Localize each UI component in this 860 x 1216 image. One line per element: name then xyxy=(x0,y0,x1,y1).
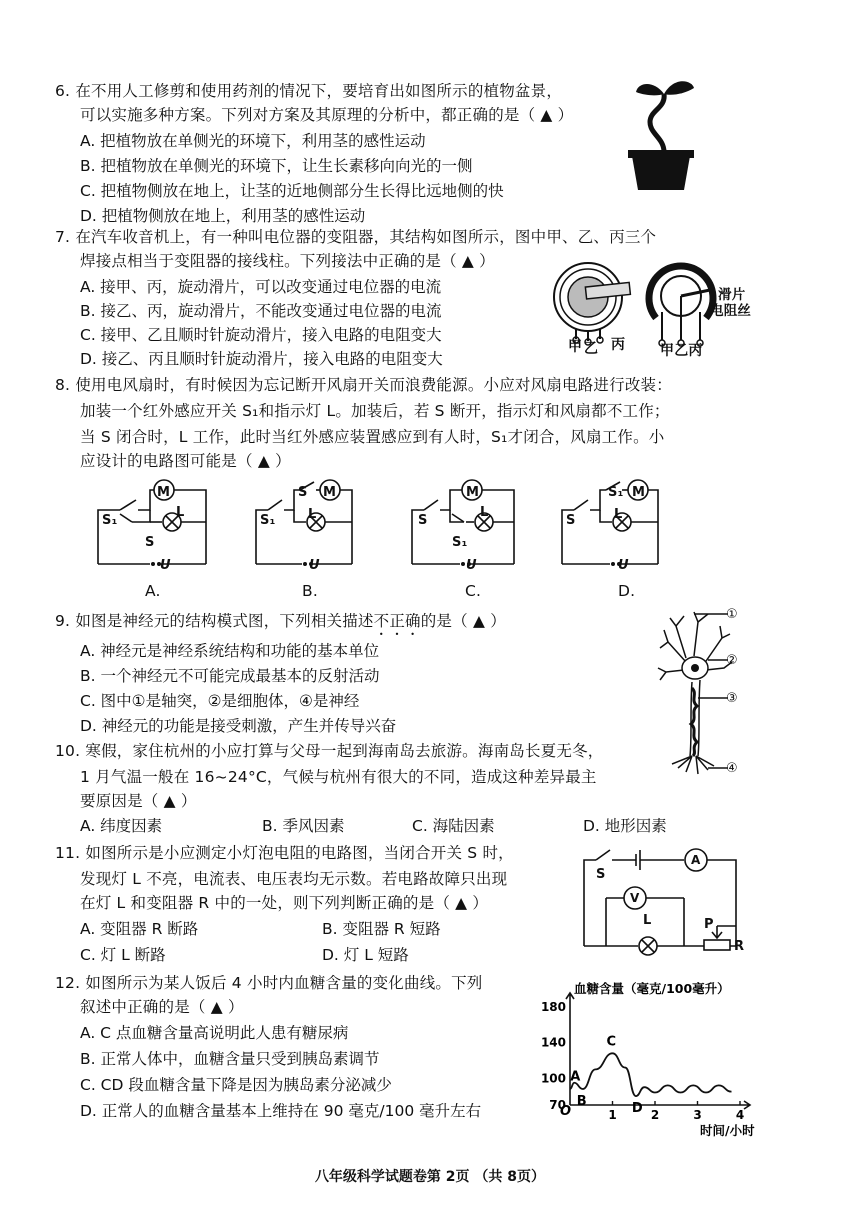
q7-left-label-yi: 乙 xyxy=(584,341,599,357)
q11-switch-label: S xyxy=(596,867,606,882)
circuit-c-left-switch-label: S xyxy=(418,513,428,528)
q7-stem-line2: 焊接点相当于变阻器的接线柱。下列接法中正确的是（ ▲ ） xyxy=(80,252,495,270)
circuit-a-motor-label: M xyxy=(157,485,171,500)
q6-option-d[interactable]: D. 把植物侧放在地上，利用茎的感性运动 xyxy=(80,207,366,225)
circuit-a-mid-switch-label: S xyxy=(145,535,155,550)
circuit-d-motor-label: M xyxy=(632,485,646,500)
q10-option-a[interactable]: A. 纬度因素 xyxy=(80,817,163,835)
q11-stem-line1: 11. 如图所示是小应测定小灯泡电阻的电路图，当闭合开关 S 时， xyxy=(55,844,514,862)
potted-plant-figure xyxy=(620,72,700,196)
circuit-c-caption[interactable]: C. xyxy=(465,582,482,600)
q9-stem-part3: 的是（ ▲ ） xyxy=(420,612,506,630)
q7-left-label-jia: 甲 xyxy=(568,339,583,355)
blood-glucose-chart xyxy=(530,975,770,1145)
chart-x-tick-label: 1 xyxy=(608,1108,617,1122)
q12-option-b[interactable]: B. 正常人体中，血糖含量只受到胰岛素调节 xyxy=(80,1050,380,1068)
q7-stem-line1: 7. 在汽车收音机上，有一种叫电位器的变阻器，其结构如图所示，图中甲、乙、丙三个 xyxy=(55,228,657,246)
circuit-a-voltage-label: U xyxy=(160,558,171,573)
q9-option-b[interactable]: B. 一个神经元不可能完成最基本的反射活动 xyxy=(80,667,380,685)
circuit-a-left-switch-label: S₁ xyxy=(102,513,118,528)
circuit-c-lamp-label: L xyxy=(480,505,489,520)
chart-x-tick-label: 4 xyxy=(735,1108,745,1122)
q8-stem-line4: 应设计的电路图可能是（ ▲ ） xyxy=(80,452,291,470)
q11-stem-line2: 发现灯 L 不亮，电流表、电压表均无示数。若电路故障只出现 xyxy=(80,870,508,888)
q9-stem xyxy=(55,610,506,639)
q10-option-c[interactable]: C. 海陆因素 xyxy=(412,817,495,835)
q9-stem-emphasis: 不正确 xyxy=(373,612,421,630)
neuron-marker-3: ③ xyxy=(726,691,738,706)
chart-point-label-a: A xyxy=(570,1069,581,1085)
q7-left-label-bing: 丙 xyxy=(611,337,626,353)
neuron-marker-4: ④ xyxy=(726,761,738,776)
circuit-d-top-switch-label: S₁ xyxy=(608,485,624,500)
circuit-d-voltage-label: U xyxy=(618,558,629,573)
q10-stem-line3: 要原因是（ ▲ ） xyxy=(80,792,197,810)
neuron-marker-1: ① xyxy=(726,607,738,622)
chart-y-axis-label: 血糖含量（毫克/100毫升） xyxy=(574,981,730,996)
q12-option-a[interactable]: A. C 点血糖含量高说明此人患有糖尿病 xyxy=(80,1024,349,1042)
circuit-d-caption[interactable]: D. xyxy=(618,582,636,600)
chart-x-axis-label: 时间/小时 xyxy=(700,1123,755,1138)
q11-voltmeter-label: V xyxy=(630,891,640,905)
circuit-a-caption[interactable]: A. xyxy=(145,582,161,600)
q6-option-b[interactable]: B. 把植物放在单侧光的环境下，让生长素移向向光的一侧 xyxy=(80,157,473,175)
chart-point-label-b: B xyxy=(576,1093,587,1109)
q7-slider-label: 滑片 xyxy=(718,287,746,303)
q11-circuit-figure xyxy=(576,846,756,956)
q7-right-labels: 甲乙丙 xyxy=(660,343,703,359)
chart-point-label-d: D xyxy=(631,1101,643,1117)
q8-stem-line2: 加装一个红外感应开关 S₁和指示灯 L。加装后，若 S 断开，指示灯和风扇都不工作； xyxy=(80,402,670,420)
q10-option-d[interactable]: D. 地形因素 xyxy=(583,817,667,835)
q9-stem-part1: 9. 如图是神经元的结构模式图，下列相关描述 xyxy=(55,612,374,630)
chart-y-tick-label: 100 xyxy=(540,1071,566,1086)
circuit-c-motor-label: M xyxy=(466,485,480,500)
chart-x-tick-label: 2 xyxy=(650,1108,660,1122)
q12-stem-line1: 12. 如图所示为某人饭后 4 小时内血糖含量的变化曲线。下列 xyxy=(55,974,483,992)
blood-glucose-series-line xyxy=(570,1053,732,1096)
q11-option-b[interactable]: B. 变阻器 R 短路 xyxy=(322,920,441,938)
q11-ammeter-label: A xyxy=(691,853,701,867)
circuit-d-left-switch-label: S xyxy=(566,513,576,528)
circuit-b-motor-label: M xyxy=(323,485,337,500)
q8-stem-line3: 当 S 闭合时，L 工作，此时当红外感应装置感应到有人时，S₁才闭合，风扇工作。小 xyxy=(80,428,665,446)
q11-stem-line3: 在灯 L 和变阻器 R 中的一处，则下列判断正确的是（ ▲ ） xyxy=(80,894,489,912)
q12-option-d[interactable]: D. 正常人的血糖含量基本上维持在 90 毫克/100 毫升左右 xyxy=(80,1102,482,1120)
chart-point-label-c: C xyxy=(606,1034,617,1050)
circuit-a-lamp-label: L xyxy=(176,505,185,520)
chart-x-tick-label: 3 xyxy=(693,1108,702,1122)
chart-x-axis xyxy=(570,1101,750,1109)
q11-rheostat-label: R xyxy=(734,939,745,954)
q7-option-c[interactable]: C. 接甲、乙且顺时针旋动滑片，接入电路的电阻变大 xyxy=(80,326,442,344)
chart-y-tick-label: 180 xyxy=(540,1000,566,1014)
chart-y-tick-label: 70 xyxy=(549,1098,566,1112)
q11-option-d[interactable]: D. 灯 L 短路 xyxy=(322,946,409,964)
q7-wire-label: 电阻丝 xyxy=(710,303,752,319)
circuit-b-left-switch-label: S₁ xyxy=(260,513,276,528)
q9-option-c[interactable]: C. 图中①是轴突，②是细胞体，④是神经 xyxy=(80,692,360,710)
neuron-marker-2: ② xyxy=(726,653,738,668)
chart-origin-label: O xyxy=(560,1104,572,1119)
q7-option-a[interactable]: A. 接甲、丙，旋动滑片，可以改变通过电位器的电流 xyxy=(80,278,442,296)
circuit-c-mid-switch-label: S₁ xyxy=(452,535,468,550)
q11-option-a[interactable]: A. 变阻器 R 断路 xyxy=(80,920,199,938)
q8-stem-line1: 8. 使用电风扇时，有时候因为忘记断开风扇开关而浪费能源。小应对风扇电路进行改装： xyxy=(55,376,672,394)
circuit-b-voltage-label: U xyxy=(309,558,320,573)
q7-option-d[interactable]: D. 接乙、丙且顺时针旋动滑片，接入电路的电阻变大 xyxy=(80,350,443,368)
circuit-b-caption[interactable]: B. xyxy=(302,582,318,600)
chart-y-tick-label: 140 xyxy=(540,1035,566,1050)
q10-stem-line1: 10. 寒假，家住杭州的小应打算与父母一起到海南岛去旅游。海南岛长夏无冬， xyxy=(55,742,604,760)
q6-option-a[interactable]: A. 把植物放在单侧光的环境下，利用茎的感性运动 xyxy=(80,132,426,150)
q7-option-b[interactable]: B. 接乙、丙，旋动滑片，不能改变通过电位器的电流 xyxy=(80,302,442,320)
q9-option-a[interactable]: A. 神经元是神经系统结构和功能的基本单位 xyxy=(80,642,380,660)
page-footer: 八年级科学试题卷第 2页 （共 8页） xyxy=(314,1169,546,1185)
q10-stem-line2: 1 月气温一般在 16~24°C，气候与杭州有很大的不同，造成这种差异最主 xyxy=(80,768,597,786)
q6-stem-line1: 6. 在不用人工修剪和使用药剂的情况下，要培育出如图所示的植物盆景， xyxy=(55,82,563,100)
q12-option-c[interactable]: C. CD 段血糖含量下降是因为胰岛素分泌减少 xyxy=(80,1076,392,1094)
circuit-b-top-switch-label: S xyxy=(298,485,308,500)
circuit-c-voltage-label: U xyxy=(466,558,477,573)
q11-slider-label: P xyxy=(704,917,714,932)
q11-lamp-label: L xyxy=(643,913,652,928)
q10-option-b[interactable]: B. 季风因素 xyxy=(262,817,345,835)
q6-stem-line2: 可以实施多种方案。下列对方案及其原理的分析中，都正确的是（ ▲ ） xyxy=(80,106,574,124)
q11-option-c[interactable]: C. 灯 L 断路 xyxy=(80,946,166,964)
potentiometer-structure-figure xyxy=(640,256,720,352)
circuit-b-lamp-label: L xyxy=(308,507,317,522)
circuit-d-lamp-label: L xyxy=(614,507,623,522)
q12-stem-line2: 叙述中正确的是（ ▲ ） xyxy=(80,998,244,1016)
q6-option-c[interactable]: C. 把植物侧放在地上，让茎的近地侧部分生长得比远地侧的快 xyxy=(80,182,504,200)
q9-option-d[interactable]: D. 神经元的功能是接受刺激，产生并传导兴奋 xyxy=(80,717,397,735)
